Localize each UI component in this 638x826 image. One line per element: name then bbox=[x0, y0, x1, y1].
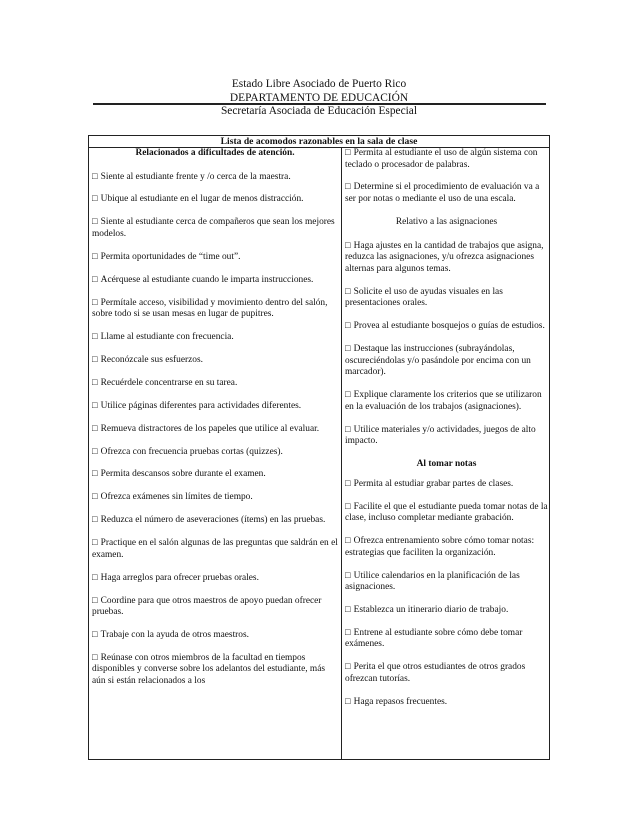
list-item-text: Coordine para que otros maestros de apoyo puedan ofrecer pruebas. bbox=[92, 595, 322, 618]
list-item bbox=[345, 479, 548, 491]
list-item bbox=[92, 653, 338, 688]
list-item-text: Establezca un itinerario diario de trabajo. bbox=[353, 605, 509, 615]
list-item-text: Remueva distractores de los papeles que utilice al evaluar. bbox=[100, 423, 320, 434]
list-item bbox=[92, 447, 338, 459]
checkbox-icon: □ bbox=[92, 297, 98, 308]
list-item-text: Permita descansos sobre durante el examen. bbox=[100, 469, 266, 480]
list-item bbox=[92, 630, 338, 642]
checkbox-icon: □ bbox=[92, 423, 98, 434]
list-item-text: Explique claramente los criterios que se utilizaron en la evaluación de los trabajos (asignaciones). bbox=[345, 390, 542, 412]
list-item-text: Provea al estudiante bosquejos o guías de estudios. bbox=[353, 321, 545, 332]
list-item bbox=[92, 596, 338, 619]
accommodations-table bbox=[88, 135, 550, 760]
checkbox-icon: □ bbox=[92, 400, 98, 411]
list-item-text: Ubique al estudiante en el lugar de menos distracción. bbox=[100, 194, 304, 205]
list-item bbox=[92, 194, 338, 206]
right-item-list-a bbox=[345, 148, 548, 206]
checkbox-icon: □ bbox=[345, 696, 351, 707]
list-item-text: Ofrezca con frecuencia pruebas cortas (quizzes). bbox=[100, 446, 283, 457]
list-item-text: Siente al estudiante cerca de compañeros que sean los mejores modelos. bbox=[92, 217, 335, 239]
checkbox-icon: □ bbox=[345, 182, 351, 193]
list-item-text: Reúnase con otros miembros de la facultad en tiempos disponibles y converse sobre los adelantos del estudiante, más aún si están relacionados a los bbox=[92, 652, 326, 687]
checkbox-icon: □ bbox=[92, 171, 98, 182]
list-item-text: Solicite el uso de ayudas visuales en las presentaciones orales. bbox=[345, 286, 503, 309]
list-item-text: Haga arreglos para ofrecer pruebas orales. bbox=[100, 572, 259, 583]
checkbox-icon: □ bbox=[92, 355, 98, 366]
list-item-text: Utilice calendarios en la planificación de las asignaciones. bbox=[345, 570, 520, 593]
checkbox-icon: □ bbox=[92, 515, 98, 526]
checkbox-icon: □ bbox=[92, 652, 98, 663]
list-item bbox=[345, 502, 548, 525]
list-item-text: Determine si el procedimiento de evaluación va a ser por notas o mediante el uso de una escala. bbox=[345, 182, 540, 205]
list-item bbox=[92, 469, 338, 481]
left-item-list bbox=[92, 172, 338, 688]
list-item-text: Destaque las instrucciones (subrayándolas, oscureciéndolas y/o pasándole por encima con un marcador). bbox=[345, 344, 531, 378]
checkbox-icon: □ bbox=[345, 240, 351, 251]
checkbox-icon: □ bbox=[92, 572, 98, 583]
section-heading-asignaciones: Relativo a las asignaciones bbox=[395, 216, 498, 227]
list-item bbox=[345, 344, 548, 379]
list-item-text: Ofrezca entrenamiento sobre cómo tomar notas: estrategias que faciliten la organización. bbox=[345, 536, 535, 558]
column-divider bbox=[341, 147, 342, 759]
left-column bbox=[92, 148, 338, 699]
checkbox-icon: □ bbox=[92, 595, 98, 606]
checkbox-icon: □ bbox=[92, 538, 98, 549]
checkbox-icon: □ bbox=[92, 251, 98, 262]
checkbox-icon: □ bbox=[92, 332, 98, 343]
list-item bbox=[92, 172, 338, 184]
list-item bbox=[92, 355, 338, 367]
list-item bbox=[345, 628, 548, 651]
list-item bbox=[92, 538, 338, 561]
checkbox-icon: □ bbox=[92, 274, 98, 285]
header-line-secretaria: Secretaría Asociada de Educación Especial bbox=[220, 105, 418, 117]
checkbox-icon: □ bbox=[345, 390, 351, 401]
list-item-text: Reduzca el número de aseveraciones (ítems) en las pruebas. bbox=[100, 515, 326, 526]
list-item bbox=[92, 252, 338, 264]
checkbox-icon: □ bbox=[345, 536, 351, 547]
list-item bbox=[92, 378, 338, 390]
list-item-text: Llame al estudiante con frecuencia. bbox=[100, 332, 234, 343]
list-item-text: Trabaje con la ayuda de otros maestros. bbox=[100, 630, 249, 640]
section-heading-notas: Al tomar notas bbox=[416, 459, 477, 470]
list-item bbox=[345, 182, 548, 205]
list-item bbox=[345, 148, 548, 171]
list-item bbox=[92, 401, 338, 413]
checkbox-icon: □ bbox=[92, 446, 98, 457]
checkbox-icon: □ bbox=[345, 501, 351, 512]
list-item bbox=[92, 515, 338, 527]
checkbox-icon: □ bbox=[345, 424, 351, 435]
list-item-text: Utilice páginas diferentes para actividades diferentes. bbox=[100, 400, 302, 411]
right-column bbox=[345, 148, 548, 720]
checkbox-icon: □ bbox=[345, 478, 351, 489]
list-item bbox=[345, 536, 548, 559]
document-header bbox=[0, 78, 638, 119]
checkbox-icon: □ bbox=[345, 148, 351, 158]
header-line-departamento: DEPARTAMENTO DE EDUCACIÓN bbox=[229, 91, 409, 104]
list-item bbox=[92, 573, 338, 585]
list-item-text: Ofrezca exámenes sin límites de tiempo. bbox=[100, 492, 253, 503]
list-item-text: Siente al estudiante frente y /o cerca de la maestra. bbox=[100, 171, 291, 182]
list-item bbox=[92, 332, 338, 344]
checkbox-icon: □ bbox=[345, 286, 351, 297]
checkbox-icon: □ bbox=[92, 469, 98, 480]
checkbox-icon: □ bbox=[345, 344, 351, 355]
list-item-text: Reconózcale sus esfuerzos. bbox=[100, 355, 203, 366]
checkbox-icon: □ bbox=[92, 377, 98, 388]
checkbox-icon: □ bbox=[92, 492, 98, 503]
checkbox-icon: □ bbox=[345, 605, 351, 615]
list-item-text: Permita al estudiar grabar partes de clases. bbox=[353, 478, 514, 489]
list-item bbox=[345, 241, 548, 276]
checkbox-icon: □ bbox=[345, 321, 351, 332]
list-item-text: Permita oportunidades de “time out”. bbox=[100, 251, 241, 262]
list-item-text: Recuérdele concentrarse en su tarea. bbox=[100, 377, 238, 388]
list-item-text: Facilite el que el estudiante pueda tomar notas de la clase, incluso completar mediante grabación. bbox=[345, 501, 548, 524]
list-item bbox=[345, 390, 548, 413]
checkbox-icon: □ bbox=[92, 217, 98, 228]
table-title: Lista de acomodos razonables en la sala de clase bbox=[89, 136, 549, 148]
header-line-estado: Estado Libre Asociado de Puerto Rico bbox=[231, 78, 407, 90]
list-item-text: Haga ajustes en la cantidad de trabajos que asigna, reduzca las asignaciones, y/u ofrezca asignaciones alternas para algunos temas. bbox=[345, 240, 544, 274]
list-item-text: Permítale acceso, visibilidad y movimiento dentro del salón, sobre todo si se usan mesas en lugar de pupitres. bbox=[92, 297, 328, 320]
list-item bbox=[345, 662, 548, 685]
checkbox-icon: □ bbox=[92, 630, 98, 640]
left-column-heading: Relacionados a dificultades de atención. bbox=[135, 148, 295, 158]
list-item bbox=[345, 697, 548, 709]
header-rule bbox=[93, 103, 546, 105]
list-item bbox=[92, 275, 338, 287]
list-item bbox=[345, 571, 548, 594]
checkbox-icon: □ bbox=[345, 627, 351, 638]
list-item bbox=[345, 287, 548, 310]
list-item bbox=[345, 425, 548, 448]
checkbox-icon: □ bbox=[345, 662, 351, 673]
checkbox-icon: □ bbox=[345, 570, 351, 581]
list-item-text: Utilice materiales y/o actividades, juegos de alto impacto. bbox=[345, 424, 536, 447]
list-item-text: Acérquese al estudiante cuando le imparta instrucciones. bbox=[100, 274, 314, 285]
list-item-text: Permita al estudiante el uso de algún sistema con teclado o procesador de palabras. bbox=[345, 148, 538, 170]
list-item bbox=[92, 298, 338, 321]
checkbox-icon: □ bbox=[92, 194, 98, 205]
list-item-text: Haga repasos frecuentes. bbox=[353, 696, 448, 707]
list-item bbox=[92, 217, 338, 240]
list-item-text: Entrene al estudiante sobre cómo debe tomar exámenes. bbox=[345, 627, 523, 650]
list-item-text: Perita el que otros estudiantes de otros grados ofrezcan tutorías. bbox=[345, 662, 526, 684]
list-item bbox=[92, 424, 338, 436]
right-item-list-b bbox=[345, 241, 548, 448]
right-item-list-c bbox=[345, 479, 548, 709]
list-item-text: Practique en el salón algunas de las preguntas que saldrán en el examen. bbox=[92, 538, 338, 560]
list-item bbox=[92, 492, 338, 504]
list-item bbox=[345, 321, 548, 333]
list-item bbox=[345, 605, 548, 617]
